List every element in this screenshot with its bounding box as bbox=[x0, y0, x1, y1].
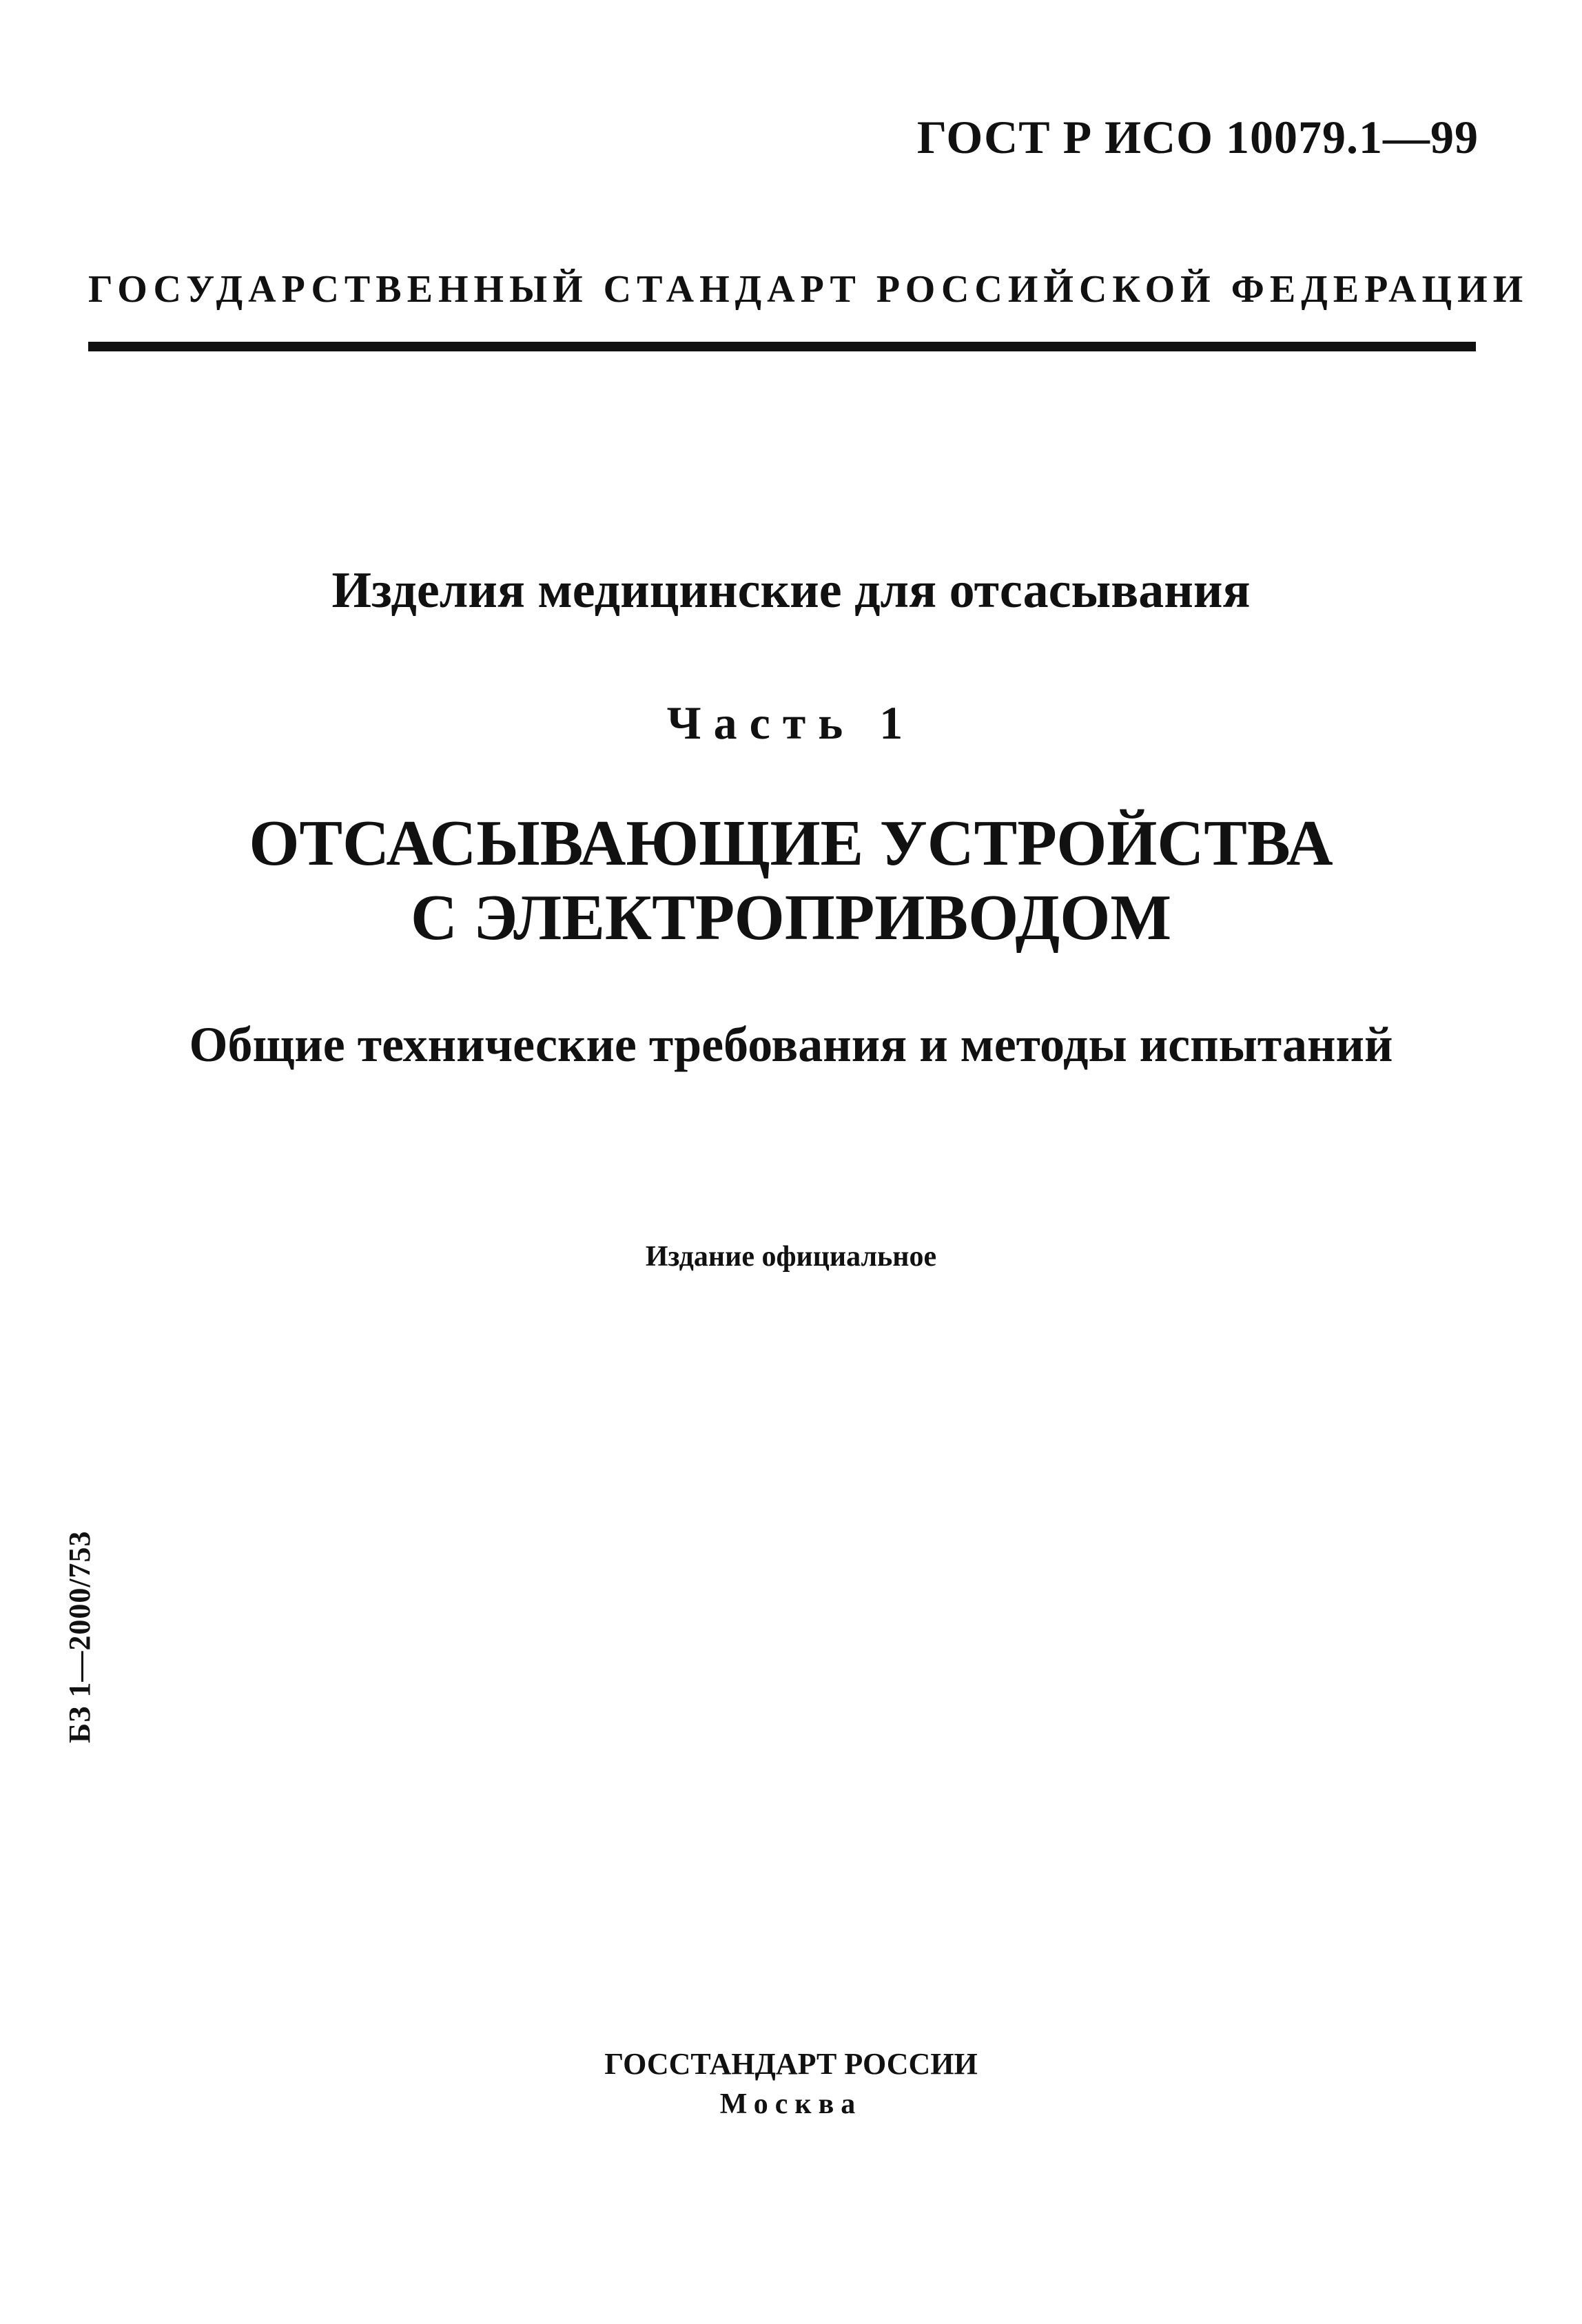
state-standard-heading: ГОСУДАРСТВЕННЫЙ СТАНДАРТ РОССИЙСКОЙ ФЕДЕРАЦИИ bbox=[88, 268, 1529, 311]
header-rule bbox=[88, 342, 1476, 351]
publisher-city: Москва bbox=[719, 2088, 863, 2120]
document-title: Изделия медицинские для отсасывания bbox=[331, 562, 1251, 619]
general-requirements-title: Общие технические требования и методы испытаний bbox=[189, 1017, 1393, 1072]
part-subtitle-line1: ОТСАСЫВАЮЩИЕ УСТРОЙСТВА bbox=[249, 808, 1333, 879]
side-code-text: БЗ 1—2000/753 bbox=[63, 1530, 96, 1743]
standard-number: ГОСТ Р ИСО 10079.1—99 bbox=[916, 111, 1479, 163]
publisher: ГОССТАНДАРТ РОССИИ bbox=[604, 2047, 978, 2081]
part-label: Часть 1 bbox=[666, 697, 916, 749]
part-subtitle-line2: С ЭЛЕКТРОПРИВОДОМ bbox=[410, 882, 1172, 954]
part-subtitle bbox=[0, 806, 1582, 955]
edition-note: Издание официальное bbox=[645, 1241, 937, 1273]
